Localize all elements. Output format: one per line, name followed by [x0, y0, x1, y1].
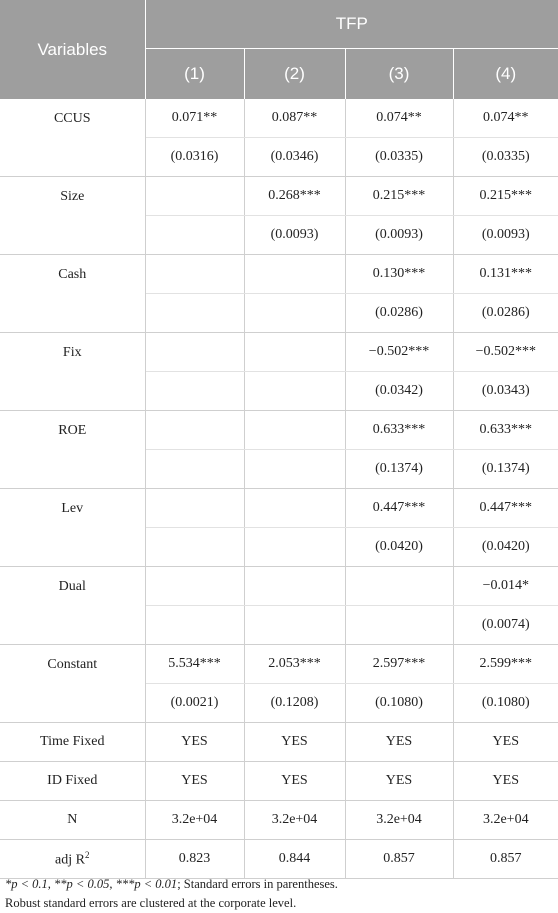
se-cell: [145, 294, 244, 333]
stat-cell: 0.857: [345, 840, 453, 879]
stat-cell: YES: [244, 762, 345, 801]
coef-cell: 2.597***: [345, 645, 453, 684]
se-cell: (0.0420): [345, 528, 453, 567]
stat-cell: YES: [244, 723, 345, 762]
stat-name-text: Time Fixed: [40, 734, 105, 749]
coef-cell: −0.502***: [453, 333, 558, 372]
se-cell: [145, 372, 244, 411]
stat-cell: 3.2e+04: [244, 801, 345, 840]
header-col-2: (2): [244, 49, 345, 100]
table-body: [0, 99, 558, 879]
se-cell: (0.0093): [345, 216, 453, 255]
coef-cell: 0.633***: [453, 411, 558, 450]
stat-name: [0, 762, 145, 801]
coef-cell: 2.599***: [453, 645, 558, 684]
coef-cell: 0.215***: [453, 177, 558, 216]
se-cell: (0.1080): [453, 684, 558, 723]
se-cell: [345, 606, 453, 645]
se-cell: (0.1208): [244, 684, 345, 723]
se-cell: [244, 528, 345, 567]
se-cell: (0.0343): [453, 372, 558, 411]
stat-name: [0, 840, 145, 879]
header-variables: Variables: [0, 0, 145, 99]
se-cell: (0.0021): [145, 684, 244, 723]
coef-cell: [145, 411, 244, 450]
se-cell: [244, 372, 345, 411]
notes-significance: [5, 875, 555, 894]
coef-cell: 0.447***: [453, 489, 558, 528]
stat-row: [0, 723, 558, 762]
se-cell: [145, 450, 244, 489]
stat-name-text: N: [67, 812, 78, 827]
stat-name: [0, 723, 145, 762]
stat-row: [0, 840, 558, 879]
stat-cell: 0.857: [453, 840, 558, 879]
coef-row: [0, 177, 558, 216]
stat-name-text: ID Fixed: [47, 773, 98, 788]
coef-cell: [244, 411, 345, 450]
se-cell: (0.1080): [345, 684, 453, 723]
se-cell: [244, 294, 345, 333]
se-cell: [145, 216, 244, 255]
variable-name: Lev: [0, 489, 145, 567]
coef-cell: [145, 489, 244, 528]
se-cell: (0.0335): [345, 138, 453, 177]
header-col-3: (3): [345, 49, 453, 100]
coef-cell: 0.074**: [453, 99, 558, 138]
stat-cell: YES: [145, 762, 244, 801]
header-tfp: TFP: [145, 0, 558, 49]
se-cell: (0.1374): [345, 450, 453, 489]
coef-cell: [244, 333, 345, 372]
coef-cell: 0.633***: [345, 411, 453, 450]
stat-cell: 3.2e+04: [145, 801, 244, 840]
se-cell: (0.0346): [244, 138, 345, 177]
coef-cell: [145, 333, 244, 372]
stat-row: [0, 801, 558, 840]
variable-name: CCUS: [0, 99, 145, 177]
se-cell: (0.0286): [453, 294, 558, 333]
variable-name: Fix: [0, 333, 145, 411]
coef-cell: [145, 177, 244, 216]
coef-cell: [145, 567, 244, 606]
stat-cell: YES: [345, 762, 453, 801]
se-cell: (0.0316): [145, 138, 244, 177]
coef-cell: 0.215***: [345, 177, 453, 216]
header-col-1: (1): [145, 49, 244, 100]
variable-name: Dual: [0, 567, 145, 645]
coef-row: [0, 645, 558, 684]
stat-cell: YES: [453, 723, 558, 762]
se-cell: (0.0093): [453, 216, 558, 255]
se-cell: (0.0420): [453, 528, 558, 567]
stat-cell: 3.2e+04: [453, 801, 558, 840]
coef-cell: 0.074**: [345, 99, 453, 138]
coef-cell: [244, 255, 345, 294]
se-cell: (0.1374): [453, 450, 558, 489]
se-cell: (0.0342): [345, 372, 453, 411]
coef-cell: 0.268***: [244, 177, 345, 216]
variable-name: Size: [0, 177, 145, 255]
coef-cell: 2.053***: [244, 645, 345, 684]
coef-cell: [244, 489, 345, 528]
notes-sig-levels: *p < 0.1, **p < 0.05, ***p < 0.01: [5, 877, 178, 891]
table-notes: [5, 875, 555, 913]
coef-cell: [145, 255, 244, 294]
variable-name: Cash: [0, 255, 145, 333]
variable-name: Constant: [0, 645, 145, 723]
se-cell: [145, 528, 244, 567]
coef-cell: [244, 567, 345, 606]
variable-name: ROE: [0, 411, 145, 489]
coef-cell: 0.130***: [345, 255, 453, 294]
stat-name: [0, 801, 145, 840]
coef-cell: 0.071**: [145, 99, 244, 138]
coef-row: [0, 411, 558, 450]
se-cell: (0.0286): [345, 294, 453, 333]
stat-cell: YES: [345, 723, 453, 762]
stat-cell: YES: [145, 723, 244, 762]
coef-row: [0, 255, 558, 294]
notes-clustering: Robust standard errors are clustered at the corporate level.: [5, 896, 297, 910]
se-cell: [244, 450, 345, 489]
coef-cell: 5.534***: [145, 645, 244, 684]
se-cell: [145, 606, 244, 645]
stat-cell: 0.844: [244, 840, 345, 879]
coef-cell: 0.447***: [345, 489, 453, 528]
coef-cell: −0.014*: [453, 567, 558, 606]
stat-row: [0, 762, 558, 801]
coef-cell: 0.087**: [244, 99, 345, 138]
se-cell: (0.0074): [453, 606, 558, 645]
stat-cell: 3.2e+04: [345, 801, 453, 840]
se-cell: [244, 606, 345, 645]
coef-row: [0, 99, 558, 138]
stat-name-text: adj R: [55, 852, 85, 868]
coef-cell: 0.131***: [453, 255, 558, 294]
notes-se: ; Standard errors in parentheses.: [177, 877, 338, 891]
coef-cell: −0.502***: [345, 333, 453, 372]
coef-row: [0, 333, 558, 372]
stat-cell: YES: [453, 762, 558, 801]
se-cell: (0.0093): [244, 216, 345, 255]
header-col-4: (4): [453, 49, 558, 100]
coef-row: [0, 489, 558, 528]
coef-cell: [345, 567, 453, 606]
coef-row: [0, 567, 558, 606]
r2-superscript: 2: [84, 849, 90, 860]
se-cell: (0.0335): [453, 138, 558, 177]
stat-cell: 0.823: [145, 840, 244, 879]
